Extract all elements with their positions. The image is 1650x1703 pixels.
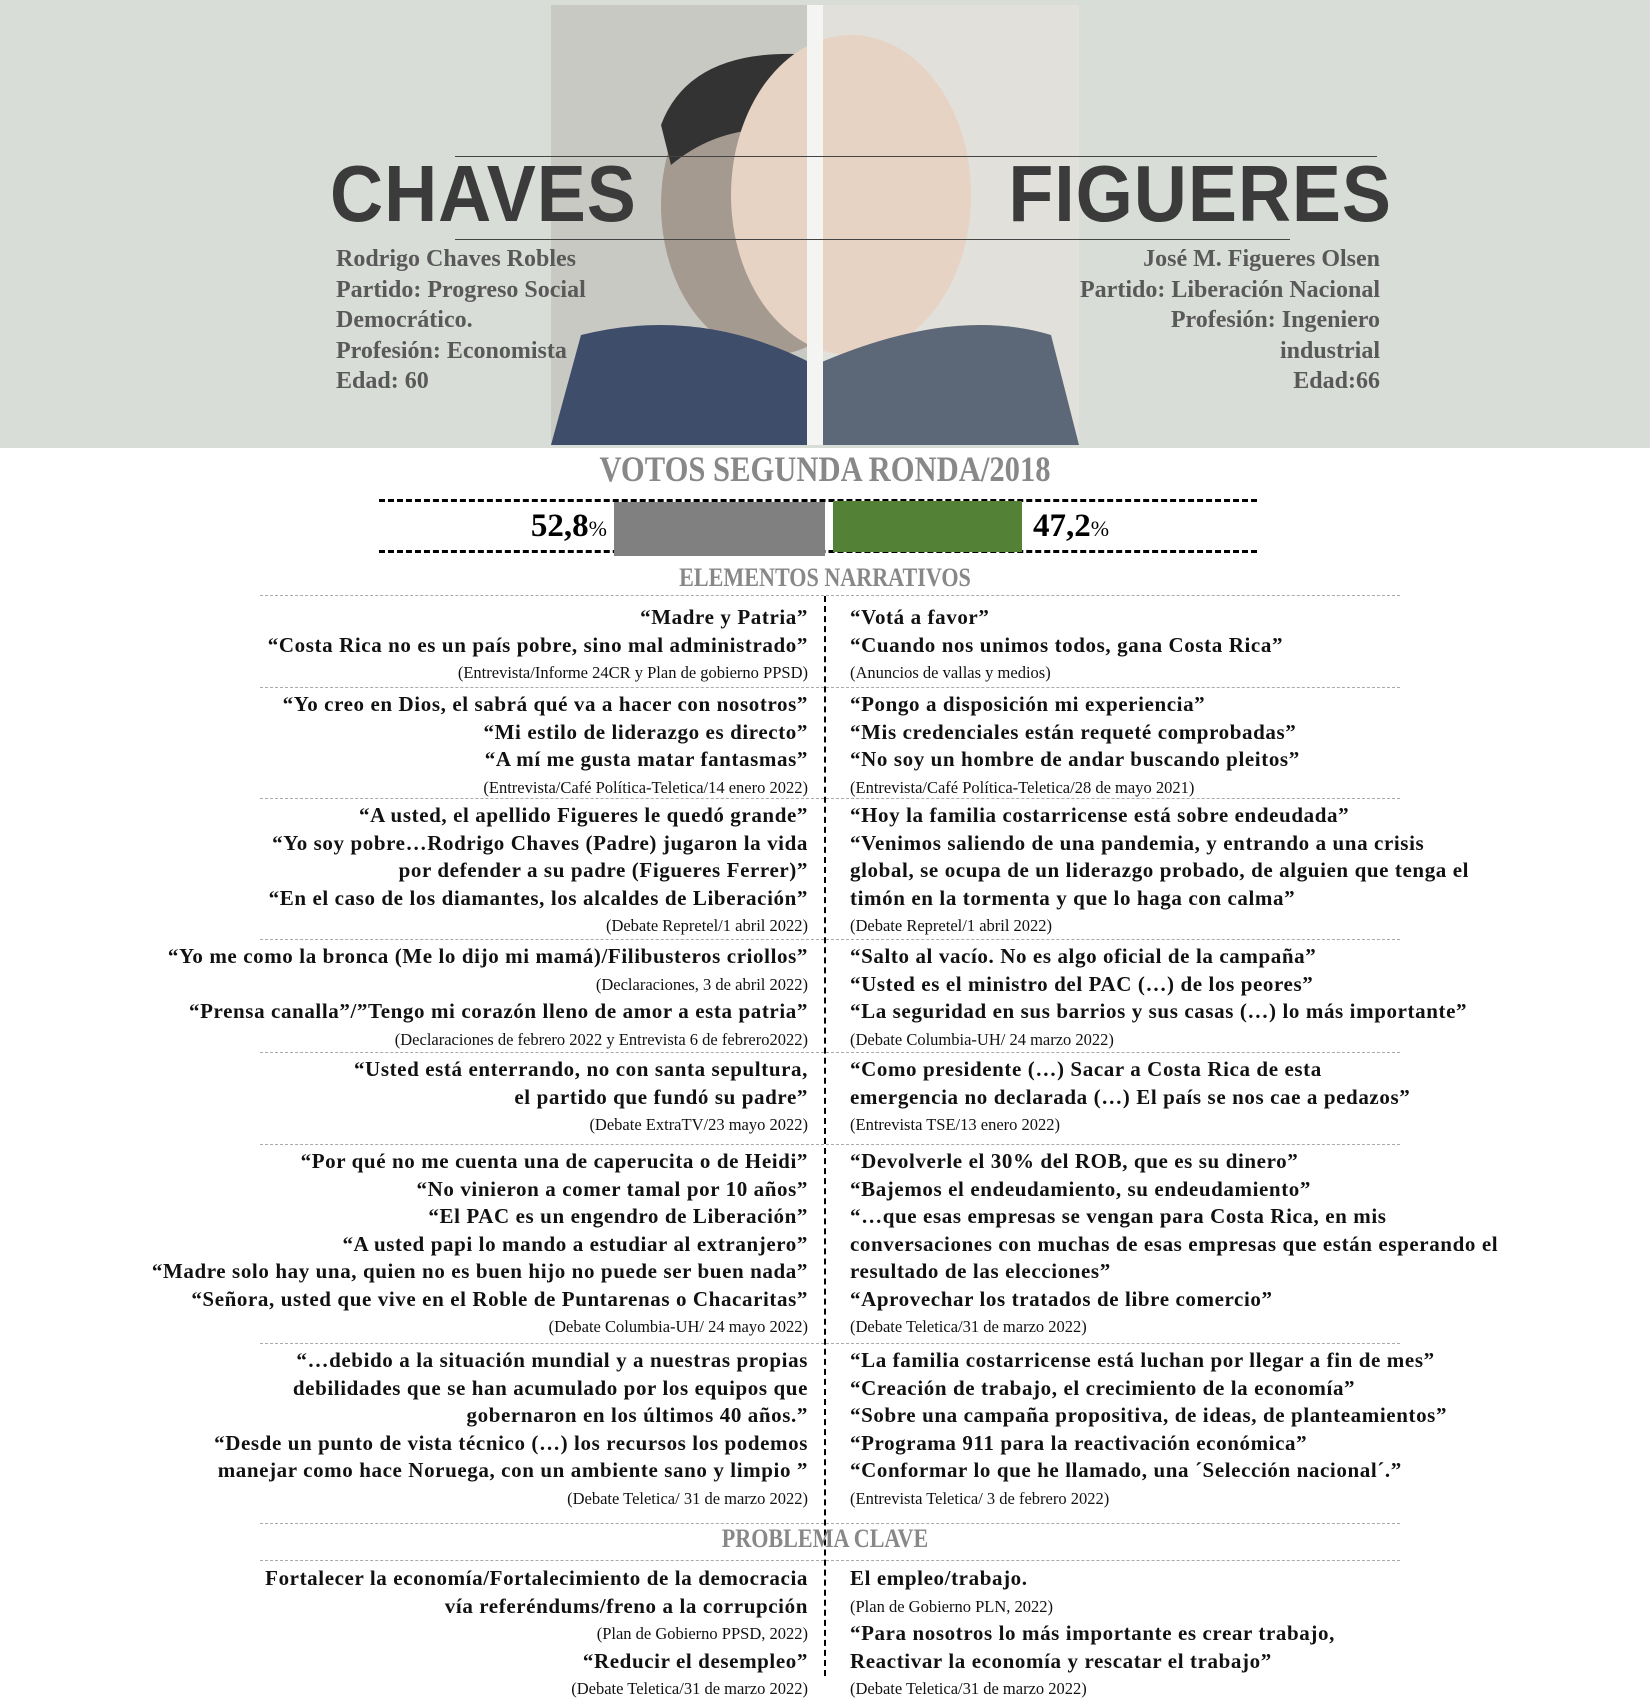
quote: “A usted papi lo mando a estudiar al extranjero” — [342, 1231, 808, 1256]
source-citation: (Debate Teletica/31 de marzo 2022) — [850, 1679, 1087, 1698]
source-citation: (Entrevista/Informe 24CR y Plan de gobierno PPSD) — [457, 663, 808, 682]
name: Rodrigo Chaves Robles — [336, 246, 577, 272]
divider — [260, 595, 1400, 596]
figueres-column — [850, 604, 1283, 687]
quote: “Conformar lo que he llamado, una ´Selección nacional´.” — [850, 1458, 1402, 1482]
right-candidate-info — [1080, 244, 1380, 397]
left-vote-bar — [614, 502, 825, 556]
source-citation: (Declaraciones de febrero 2022 y Entrevista 6 de febrero2022) — [394, 1029, 808, 1049]
quote: “Venimos saliendo de una pandemia, y entrando a una crisis — [850, 830, 1425, 855]
age: Edad: 60 — [336, 368, 429, 394]
source-citation: (Entrevista TSE/13 enero 2022) — [850, 1115, 1061, 1134]
right-candidate-surname: FIGUERES — [1008, 149, 1392, 238]
source-citation: (Debate Repretel/1 abril 2022) — [850, 916, 1053, 935]
left-candidate-surname: CHAVES — [330, 149, 637, 238]
source-citation: (Debate Teletica/ 31 de marzo 2022) — [567, 1488, 808, 1508]
name: José M. Figueres Olsen — [1143, 246, 1380, 272]
quote: “Señora, usted que vive en el Roble de Puntarenas o Chacaritas” — [191, 1286, 808, 1311]
divider — [260, 1560, 1400, 1561]
narratives-sections — [0, 601, 1650, 1524]
quote: timón en la tormenta y que lo haga con calma” — [850, 885, 1296, 910]
source-citation: (Debate Repretel/1 abril 2022) — [605, 916, 808, 935]
source-citation: (Debate ExtraTV/23 mayo 2022) — [589, 1115, 808, 1134]
quote: “…que esas empresas se vengan para Costa Rica, en mis — [850, 1204, 1387, 1228]
quote: por defender a su padre (Figueres Ferrer)” — [398, 858, 808, 882]
quote: gobernaron en los últimos 40 años.” — [466, 1403, 808, 1427]
profession: Profesión: Economista — [336, 337, 567, 364]
chaves-column — [354, 1056, 808, 1139]
quote: el partido que fundó su padre” — [514, 1084, 808, 1109]
quote: “Para nosotros lo más importante es crear trabajo, — [850, 1621, 1335, 1645]
votes-title: VOTOS SEGUNDA RONDA/2018 — [599, 449, 1051, 489]
percent-sign: % — [588, 516, 607, 541]
quote: Fortalecer la economía/Fortalecimiento de la democracia — [265, 1566, 808, 1590]
left-candidate-info — [336, 244, 586, 397]
figueres-column — [850, 802, 1469, 940]
header-banner — [0, 0, 1650, 448]
quote: “Mi estilo de liderazgo es directo” — [483, 719, 808, 744]
quote: “En el caso de los diamantes, los alcaldes de Liberación” — [268, 885, 808, 910]
quote: manejar como hace Noruega, con un ambiente sano y limpio ” — [217, 1458, 808, 1482]
quote: “Bajemos el endeudamiento, su endeudamiento” — [850, 1176, 1312, 1201]
quote: conversaciones con muchas de esas empresas que están esperando el — [850, 1231, 1499, 1256]
source-citation: (Debate Columbia-UH/ 24 mayo 2022) — [548, 1317, 808, 1336]
quote: “Hoy la familia costarricense está sobre endeudada” — [850, 803, 1350, 827]
quote: resultado de las elecciones” — [850, 1259, 1111, 1283]
quote: El empleo/trabajo. — [850, 1566, 1028, 1590]
left-vote-value: 52,8 — [530, 508, 589, 544]
source-citation: (Anuncios de vallas y medios) — [850, 663, 1051, 682]
quote: “Desde un punto de vista técnico (…) los recursos los podemos — [214, 1430, 808, 1455]
problem-section — [0, 1562, 1650, 1698]
narrative-section — [0, 688, 1650, 799]
quote: “Creación de trabajo, el crecimiento de la economía” — [850, 1375, 1356, 1400]
quote: “Aprovechar los tratados de libre comercio” — [850, 1286, 1273, 1311]
figueres-column — [850, 691, 1300, 801]
quote: “Yo soy pobre…Rodrigo Chaves (Padre) jugaron la vida — [272, 830, 808, 855]
figueres-column — [850, 1347, 1447, 1512]
quote: emergencia no declarada (…) El país se nos cae a pedazos” — [850, 1084, 1411, 1109]
chaves-column — [168, 943, 808, 1053]
right-vote-value: 47,2 — [1033, 508, 1091, 544]
narrative-section — [0, 940, 1650, 1053]
quote: “Como presidente (…) Sacar a Costa Rica de esta — [850, 1057, 1322, 1081]
chaves-column — [152, 1148, 808, 1341]
narrative-section — [0, 601, 1650, 688]
percent-sign: % — [1090, 516, 1110, 541]
source-citation: (Plan de Gobierno PLN, 2022) — [850, 1596, 1054, 1616]
source-citation: (Entrevista/Café Política-Teletica/14 enero 2022) — [483, 777, 808, 797]
figueres-column — [850, 1565, 1335, 1703]
narrative-section — [0, 799, 1650, 940]
source-citation: (Plan de Gobierno PPSD, 2022) — [596, 1624, 808, 1643]
source-citation: (Debate Columbia-UH/ 24 marzo 2022) — [850, 1029, 1114, 1049]
right-vote-bar — [833, 501, 1022, 552]
quote: “Sobre una campaña propositiva, de ideas, de planteamientos” — [850, 1403, 1448, 1427]
quote: “Yo me como la bronca (Me lo dijo mi mamá)/Filibusteros criollos” — [167, 944, 808, 968]
chaves-column — [283, 691, 808, 801]
quote: “Votá a favor” — [850, 605, 990, 629]
quote: “Usted está enterrando, no con santa sepultura, — [353, 1057, 808, 1081]
quote: “Madre solo hay una, quien no es buen hijo no puede ser buen nada” — [151, 1259, 808, 1283]
quote: “El PAC es un engendro de Liberación” — [428, 1204, 808, 1228]
quote: “Yo creo en Dios, el sabrá qué va a hacer con nosotros” — [282, 692, 808, 716]
quote: Reactivar la economía y rescatar el trabajo” — [850, 1648, 1272, 1673]
source-citation: (Entrevista/Café Política-Teletica/28 de mayo 2021) — [850, 777, 1195, 797]
party: Partido: Liberación Nacional — [1080, 276, 1380, 303]
quote: “Pongo a disposición mi experiencia” — [850, 692, 1206, 716]
source-citation: (Entrevista Teletica/ 3 de febrero 2022) — [850, 1488, 1110, 1508]
party-cont: Democrático. — [336, 307, 473, 333]
chaves-column — [268, 604, 808, 687]
narratives-title: ELEMENTOS NARRATIVOS — [679, 563, 971, 592]
narrative-section — [0, 1344, 1650, 1524]
quote: “Reducir el desempleo” — [582, 1648, 808, 1673]
source-citation: (Debate Teletica/31 de marzo 2022) — [850, 1317, 1087, 1336]
profession-cont: industrial — [1279, 337, 1380, 364]
quote: “No vinieron a comer tamal por 10 años” — [416, 1176, 808, 1201]
quote: “A mí me gusta matar fantasmas” — [484, 747, 808, 771]
quote: “Devolverle el 30% del ROB, que es su dinero” — [850, 1149, 1299, 1173]
quote: “La seguridad en sus barrios y sus casas (…) lo más importante” — [850, 999, 1468, 1023]
quote: debilidades que se han acumulado por los equipos que — [292, 1375, 808, 1400]
source-citation: (Debate Teletica/31 de marzo 2022) — [571, 1679, 808, 1698]
quote: global, se ocupa de un liderazgo probado, de alguien que tenga el — [850, 858, 1470, 882]
problem-title: PROBLEMA CLAVE — [721, 1524, 929, 1553]
figueres-column — [850, 943, 1467, 1053]
quote: “…debido a la situación mundial y a nuestras propias — [296, 1348, 808, 1372]
age: Edad:66 — [1293, 368, 1380, 394]
narrative-section — [0, 1053, 1650, 1145]
quote: “Programa 911 para la reactivación económica” — [850, 1430, 1308, 1455]
quote: “La familia costarricense está luchan por llegar a fin de mes” — [850, 1348, 1435, 1372]
quote: “Usted es el ministro del PAC (…) de los peores” — [850, 971, 1314, 996]
source-citation: (Declaraciones, 3 de abril 2022) — [595, 974, 808, 994]
chaves-column — [265, 1565, 808, 1703]
figueres-column — [850, 1148, 1498, 1341]
figueres-column — [850, 1056, 1410, 1139]
narrative-section — [0, 1145, 1650, 1344]
party: Partido: Progreso Social — [336, 276, 586, 303]
quote: “A usted, el apellido Figueres le quedó grande” — [359, 803, 808, 827]
quote: “Costa Rica no es un país pobre, sino mal administrado” — [267, 632, 808, 657]
quote: “Prensa canalla”/”Tengo mi corazón lleno de amor a esta patria” — [189, 999, 808, 1023]
chaves-column — [269, 802, 808, 940]
left-vote-percent — [531, 508, 607, 545]
chaves-column — [214, 1347, 808, 1512]
quote: “Madre y Patria” — [640, 605, 808, 629]
profession: Profesión: Ingeniero — [1170, 307, 1380, 333]
quote: “Cuando nos unimos todos, gana Costa Rica” — [850, 632, 1284, 657]
quote: “Por qué no me cuenta una de caperucita o de Heidi” — [300, 1149, 808, 1173]
quote: “Mis credenciales están requeté comprobadas” — [850, 719, 1297, 744]
quote: “Salto al vacío. No es algo oficial de la campaña” — [850, 944, 1317, 968]
quote: “No soy un hombre de andar buscando pleitos” — [850, 747, 1300, 771]
right-vote-percent — [1033, 508, 1109, 545]
quote: vía referéndums/freno a la corrupción — [444, 1593, 808, 1618]
